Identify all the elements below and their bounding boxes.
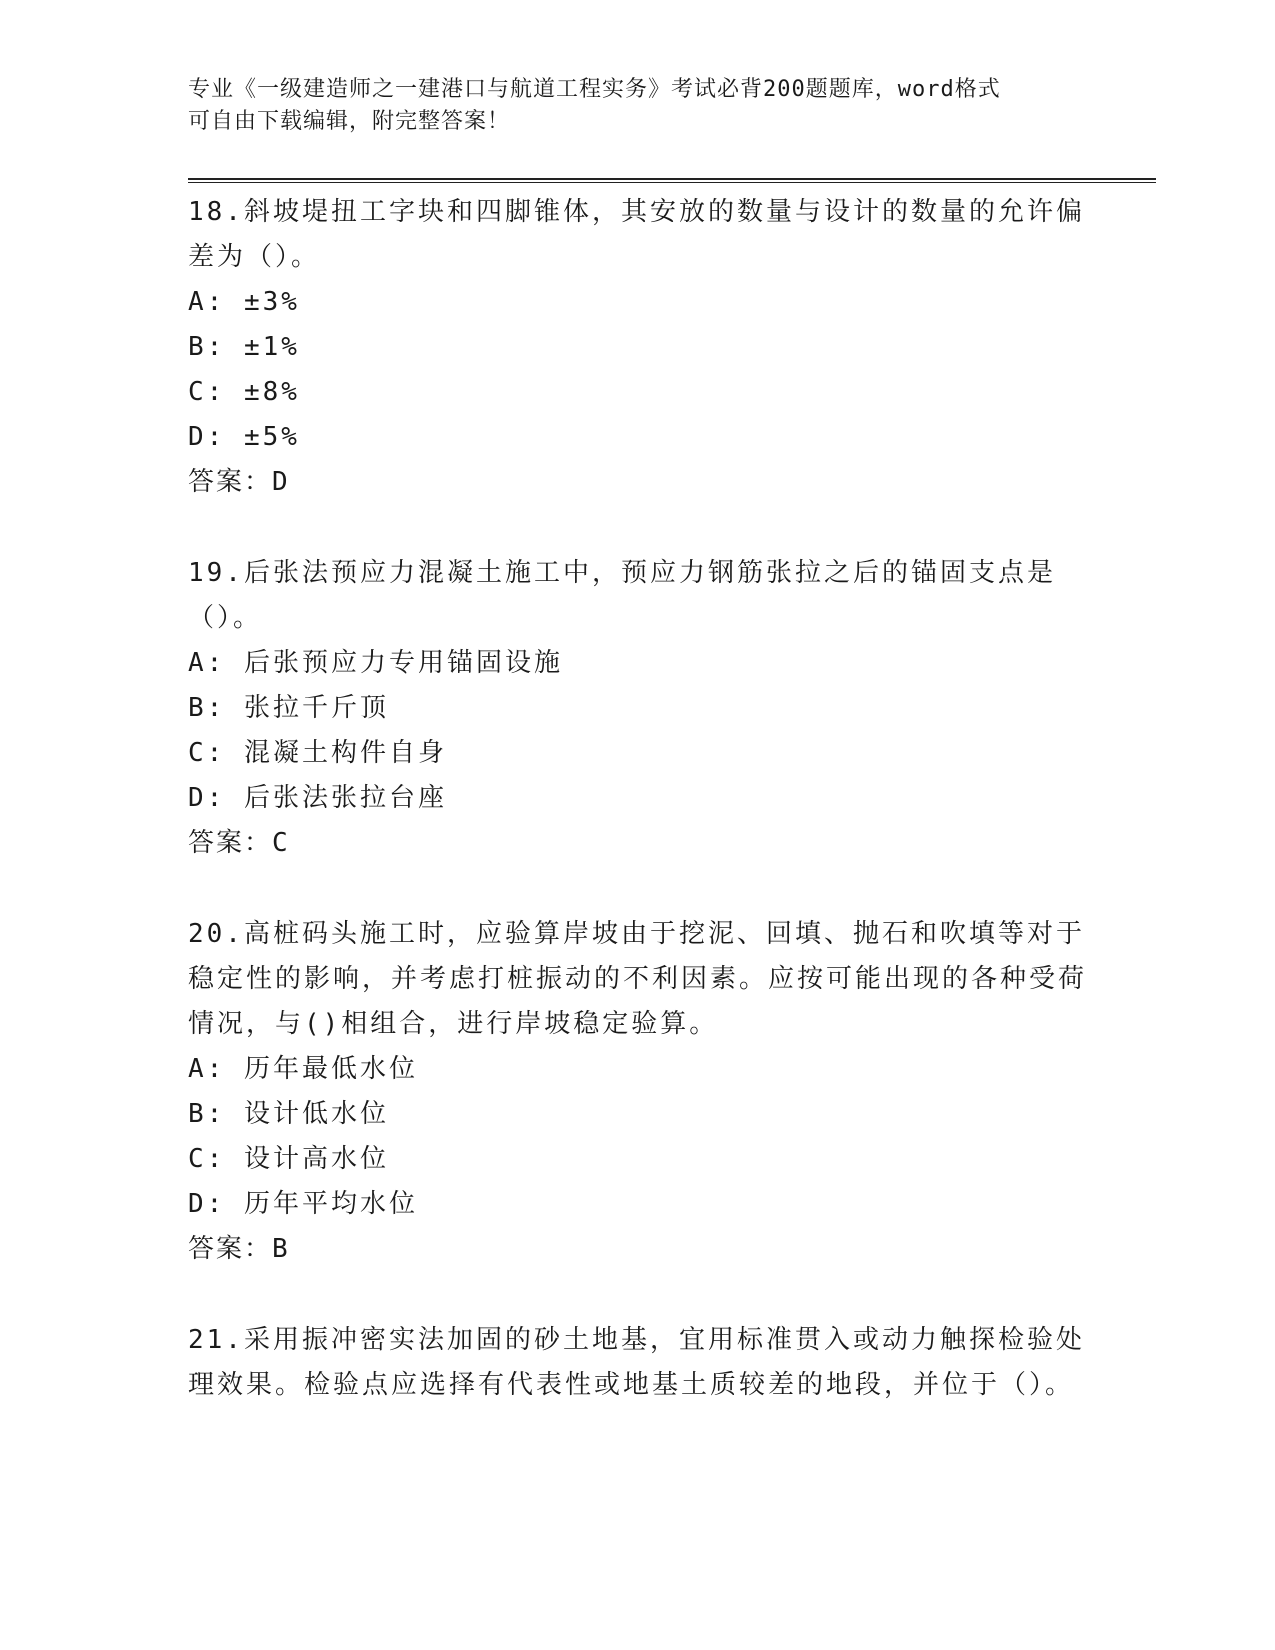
header-line-1: 专业《一级建造师之一建港口与航道工程实务》考试必背200题题库，word格式	[188, 77, 1001, 102]
option-key: C:	[188, 738, 226, 768]
question-21	[188, 1318, 1088, 1408]
option-text: 设计高水位	[243, 1144, 389, 1174]
option-key: D:	[188, 1189, 226, 1219]
answer: 答案：D	[188, 467, 290, 497]
option-text: 张拉千斤顶	[243, 693, 389, 723]
question-text: 19.后张法预应力混凝土施工中，预应力钢筋张拉之后的锚固支点是（）。	[188, 558, 1056, 633]
option-key: D:	[188, 783, 226, 813]
answer: 答案：C	[188, 828, 290, 858]
option-a	[188, 280, 1088, 325]
option-key: A:	[188, 287, 226, 317]
option-d	[188, 415, 1088, 460]
option-text: 后张法张拉台座	[243, 783, 447, 813]
option-key: B:	[188, 693, 226, 723]
header-divider	[188, 178, 1156, 183]
option-c	[188, 370, 1088, 415]
option-text: 历年最低水位	[243, 1054, 418, 1084]
question-20	[188, 912, 1088, 1272]
option-key: A:	[188, 1054, 226, 1084]
option-text: ±3%	[243, 287, 300, 317]
option-c	[188, 731, 1088, 776]
option-key: D:	[188, 422, 226, 452]
question-list	[188, 190, 1088, 1454]
question-text: 18.斜坡堤扭工字块和四脚锥体，其安放的数量与设计的数量的允许偏差为（）。	[188, 197, 1085, 272]
answer: 答案：B	[188, 1234, 290, 1264]
option-text: 历年平均水位	[243, 1189, 418, 1219]
option-key: C:	[188, 1144, 226, 1174]
option-key: B:	[188, 332, 226, 362]
question-text: 21.采用振冲密实法加固的砂土地基，宜用标准贯入或动力触探检验处理效果。检验点应选择有代表性或地基土质较差的地段，并位于（）。	[188, 1325, 1085, 1400]
option-text: ±1%	[243, 332, 300, 362]
option-text: 设计低水位	[243, 1099, 389, 1129]
question-19	[188, 551, 1088, 866]
option-text: ±8%	[243, 377, 300, 407]
option-b	[188, 686, 1088, 731]
option-b	[188, 325, 1088, 370]
option-c	[188, 1137, 1088, 1182]
option-text: 后张预应力专用锚固设施	[243, 648, 563, 678]
option-key: C:	[188, 377, 226, 407]
option-key: B:	[188, 1099, 226, 1129]
option-a	[188, 641, 1088, 686]
option-key: A:	[188, 648, 226, 678]
question-18	[188, 190, 1088, 505]
option-d	[188, 776, 1088, 821]
header-line-2: 可自由下载编辑，附完整答案！	[188, 109, 511, 134]
option-b	[188, 1092, 1088, 1137]
option-text: 混凝土构件自身	[243, 738, 447, 768]
document-header	[188, 74, 1068, 138]
option-a	[188, 1047, 1088, 1092]
option-d	[188, 1182, 1088, 1227]
option-text: ±5%	[243, 422, 300, 452]
question-text: 20.高桩码头施工时，应验算岸坡由于挖泥、回填、抛石和吹填等对于稳定性的影响，并考虑打桩振动的不利因素。应按可能出现的各种受荷情况，与()相组合，进行岸坡稳定验算。	[188, 919, 1088, 1039]
